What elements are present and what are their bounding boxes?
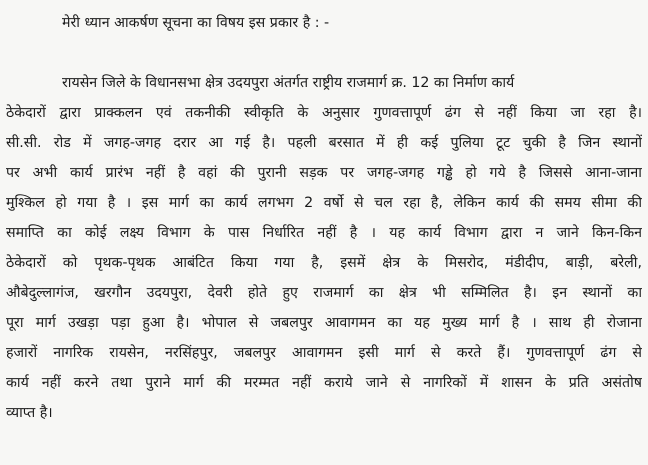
body-line-3: सी.सी. रोड में जगह-जगह दरार आ गई है। पहली बरसात में ही कई पुलिया टूट चुकी है जिन स्थानों [6, 135, 642, 151]
body-line-11: कार्य नहीं करने तथा पुराने मार्ग की मरम्मत नहीं कराये जाने से नागरिकों में शासन के प्रति असंतोष [6, 375, 642, 391]
body-line-6: समाप्ति का कोई लक्ष्य विभाग के पास निर्धारित नहीं है । यह कार्य विभाग द्वारा न जाने किन-किन [6, 225, 642, 241]
body-line-7: ठेकेदारों को पृथक-पृथक आबंटित किया गया है, इसमें क्षेत्र के मिसरोद, मंडीदीप, बाड़ी, बरेली, [6, 255, 642, 271]
body-line-9: पूरा मार्ग उखड़ा पड़ा हुआ है। भोपाल से जबलपुर आवागमन का यह मुख्य मार्ग है । साथ ही रोजाना [6, 315, 642, 331]
body-line-10: हजारों नागरिक रायसेन, नरसिंहपुर, जबलपुर आवागमन इसी मार्ग से करते हैं। गुणवत्तापूर्ण ढंग से [6, 345, 642, 361]
body-line-5: मुश्किल हो गया है । इस मार्ग का कार्य लगभग 2 वर्षो से चल रहा है, लेकिन कार्य की समय सीमा की [6, 195, 642, 211]
body-line-8: औबेदुल्लागंज, खरगौन उदयपुरा, देवरी होते हुए राजमार्ग का क्षेत्र भी सम्मिलित है। इन स्थानों का [6, 285, 642, 301]
body-line-12: व्याप्त है। [6, 405, 53, 421]
body-line-4: पर अभी कार्य प्रारंभ नहीं है वहां की पुरानी सड़क पर जगह-जगह गड्ढे हो गये है जिससे आना-जाना [6, 165, 642, 181]
body-line-2: ठेकेदारों द्वारा प्राक्कलन एवं तकनीकी स्वीकृति के अनुसार गुणवत्तापूर्ण ढंग से नहीं किया जा रहा है। [6, 105, 642, 121]
intro-line: मेरी ध्यान आकर्षण सूचना का विषय इस प्रकार है : - [62, 15, 330, 31]
body-line-1: रायसेन जिले के विधानसभा क्षेत्र उदयपुरा अंतर्गत राष्ट्रीय राजमार्ग क्र. 12 का निर्माण कार्य [62, 75, 515, 91]
